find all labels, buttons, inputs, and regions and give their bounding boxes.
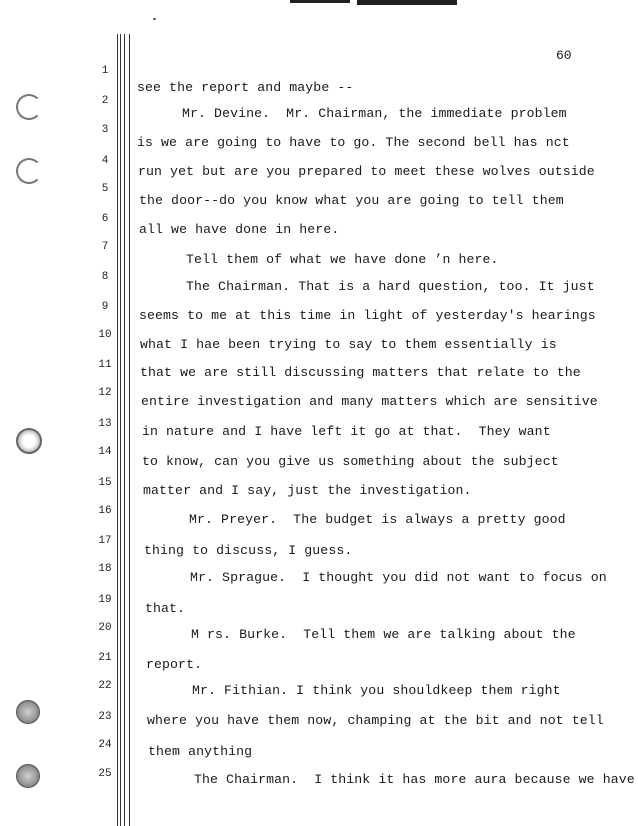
line-number: 7 [101, 241, 109, 253]
binder-hole-icon [16, 158, 42, 184]
transcript-line: run yet but are you prepared to meet these wolves outside [138, 164, 595, 179]
margin-rule [120, 34, 121, 826]
transcript-line: what I hae been trying to say to them essentially is [140, 337, 557, 352]
line-number: 18 [98, 563, 112, 575]
transcript-line: see the report and maybe -- [137, 80, 354, 95]
transcript-line: in nature and I have left it go at that. They want [142, 424, 551, 439]
line-number: 20 [98, 622, 112, 634]
line-number: 11 [98, 359, 112, 371]
line-number: 3 [101, 124, 109, 136]
line-number: 10 [98, 329, 112, 341]
line-number: 14 [98, 446, 112, 458]
line-number: 15 [98, 477, 112, 489]
line-number: 4 [101, 155, 109, 167]
transcript-line: entire investigation and many matters which are sensitive [141, 394, 598, 409]
line-number: 16 [98, 505, 112, 517]
transcript-line: Mr. Devine. Mr. Chairman, the immediate problem [182, 106, 567, 121]
line-number: 9 [101, 301, 109, 313]
binder-hole-icon [16, 428, 42, 454]
line-number: 24 [98, 739, 112, 751]
binder-hole-icon [16, 94, 42, 120]
line-number: 19 [98, 594, 112, 606]
line-number: 21 [98, 652, 112, 664]
transcript-line: them anything [148, 744, 253, 759]
line-number: 2 [101, 95, 109, 107]
transcript-line: that we are still discussing matters that relate to the [140, 365, 581, 380]
transcript-line: Mr. Sprague. I thought you did not want to focus on [190, 570, 607, 585]
line-number: 13 [98, 418, 112, 430]
margin-rule [124, 34, 125, 826]
page-number: 60 [556, 48, 572, 63]
transcript-line: where you have them now, champing at the bit and not tell [147, 713, 604, 728]
line-number: 8 [101, 271, 109, 283]
line-number: 6 [101, 213, 109, 225]
margin-rule [117, 34, 118, 826]
transcript-line: thing to discuss, I guess. [144, 543, 353, 558]
transcript-line: Mr. Preyer. The budget is always a pretty good [189, 512, 566, 527]
line-number: 23 [98, 711, 112, 723]
line-number: 1 [101, 65, 109, 77]
line-number: 25 [98, 768, 112, 780]
transcript-line: M rs. Burke. Tell them we are talking about the [191, 627, 576, 642]
transcript-line: all we have done in here. [139, 222, 340, 237]
line-number: 22 [98, 680, 112, 692]
transcript-line: matter and I say, just the investigation. [143, 483, 472, 498]
line-number: 5 [101, 183, 109, 195]
transcript-line: The Chairman. That is a hard question, too. It just [186, 279, 595, 294]
scan-speck [153, 18, 156, 20]
transcript-line: that. [145, 601, 186, 616]
binder-hole-icon [16, 764, 40, 788]
margin-rule [129, 34, 130, 826]
top-edge-mark [290, 0, 350, 3]
transcript-line: seems to me at this time in light of yesterday's hearings [139, 308, 596, 323]
transcript-line: report. [146, 657, 203, 672]
line-number: 17 [98, 535, 112, 547]
line-number: 12 [98, 387, 112, 399]
transcript-line: to know, can you give us something about the subject [142, 454, 559, 469]
transcript-line: The Chairman. I think it has more aura because we have [194, 772, 635, 787]
binder-hole-icon [16, 700, 40, 724]
transcript-line: the door--do you know what you are going to tell them [139, 193, 564, 208]
transcript-line: Mr. Fithian. I think you shouldkeep them right [192, 683, 561, 698]
transcript-line: is we are going to have to go. The second bell has nct [137, 135, 570, 150]
transcript-line: Tell them of what we have done ’n here. [186, 252, 499, 267]
top-edge-mark [357, 0, 457, 5]
